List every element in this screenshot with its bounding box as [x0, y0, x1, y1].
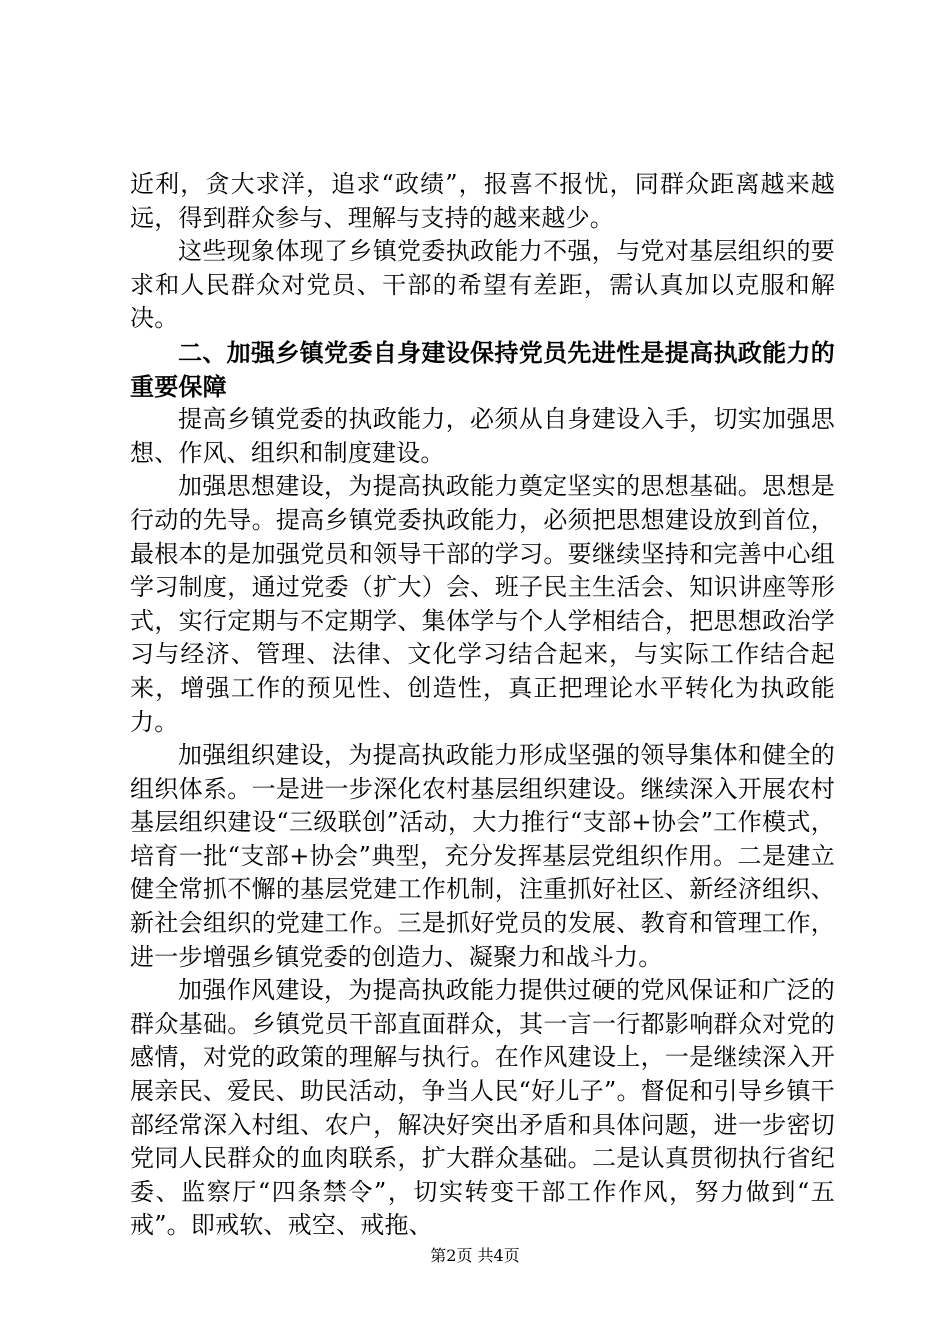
paragraph-6: 加强作风建设，为提高执政能力提供过硬的党风保证和广泛的群众基础。乡镇党员干部直面群众，其一言一行都影响群众对党的感情，对党的政策的理解与执行。在作风建设上，一是继续深入开展亲民、爱民、助民活动，争当人民“好儿子”。督促和引导乡镇干部经常深入村组、农户，解决好突出矛盾和具体问题，进一步密切党同人民群众的血肉联系，扩大群众基础。二是认真贯彻执行省纪委、监察厅“四条禁令”，切实转变干部工作作风，努力做到“五戒”。即戒软、戒空、戒拖、	[130, 976, 835, 1240]
paragraph-2: 这些现象体现了乡镇党委执政能力不强，与党对基层组织的要求和人民群众对党员、干部的希望有差距，需认真加以克服和解决。	[130, 237, 835, 333]
paragraph-3: 提高乡镇党委的执政能力，必须从自身建设入手，切实加强思想、作风、组织和制度建设。	[130, 405, 835, 467]
paragraph-4: 加强思想建设，为提高执政能力奠定坚实的思想基础。思想是行动的先导。提高乡镇党委执政能力，必须把思想建设放到首位，最根本的是加强党员和领导干部的学习。要继续坚持和完善中心组学习制度，通过党委（扩大）会、班子民主生活会、知识讲座等形式，实行定期与不定期学、集体学与个人学相结合，把思想政治学习与经济、管理、法律、文化学习结合起来，与实际工作结合起来，增强工作的预见性、创造性，真正把理论水平转化为执政能力。	[130, 472, 835, 736]
paragraph-1: 近利，贪大求洋，追求“政绩”，报喜不报忧，同群众距离越来越远，得到群众参与、理解与支持的越来越少。	[130, 170, 835, 232]
page-number-footer: 第2页 共4页	[430, 1246, 520, 1265]
section-heading: 二、加强乡镇党委自身建设保持党员先进性是提高执政能力的重要保障	[130, 337, 835, 401]
document-body	[130, 168, 835, 1243]
paragraph-5: 加强组织建设，为提高执政能力形成坚强的领导集体和健全的组织体系。一是进一步深化农村基层组织建设。继续深入开展农村基层组织建设“三级联创”活动，大力推行“支部+协会”工作模式，培育一批“支部+协会”典型，充分发挥基层党组织作用。二是建立健全常抓不懈的基层党建工作机制，注重抓好社区、新经济组织、新社会组织的党建工作。三是抓好党员的发展、教育和管理工作，进一步增强乡镇党委的创造力、凝聚力和战斗力。	[130, 741, 835, 971]
